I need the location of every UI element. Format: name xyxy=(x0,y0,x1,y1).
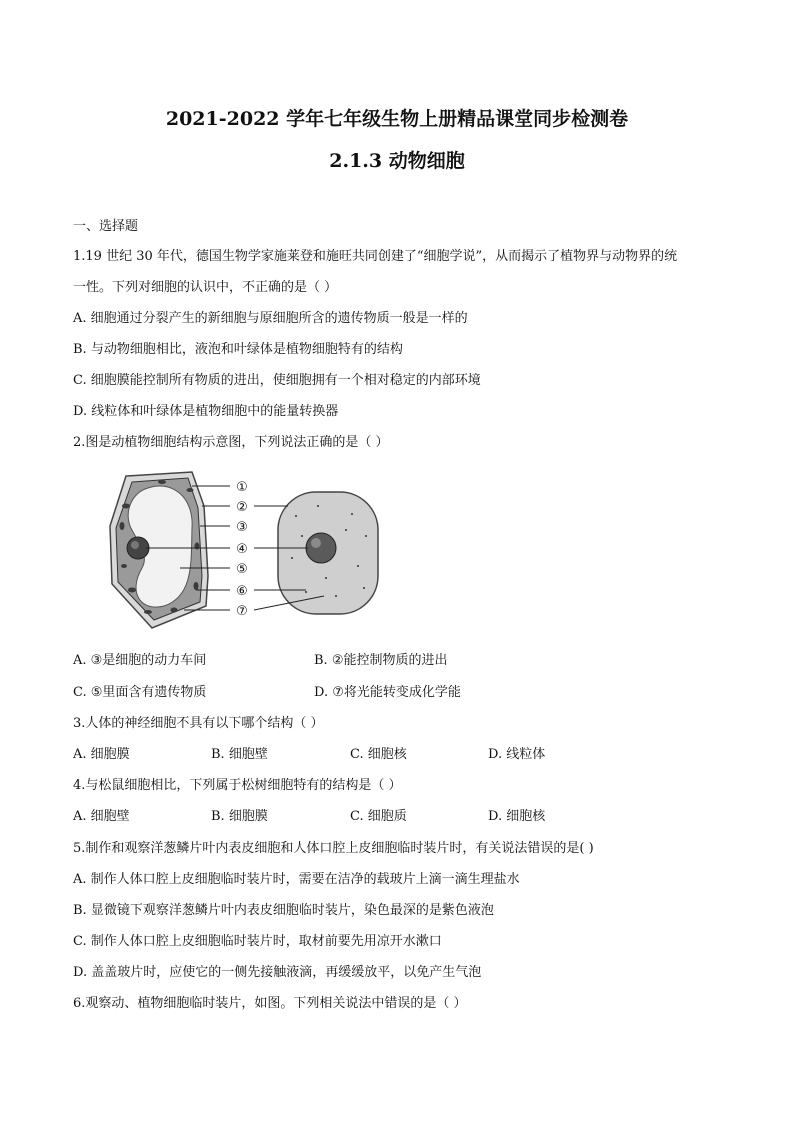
q2-stem: 2.图是动植物细胞结构示意图，下列说法正确的是（ ） xyxy=(73,435,389,450)
q5-option-d: D. 盖盖玻片时，应使它的一侧先接触液滴，再缓缓放平，以免产生气泡 xyxy=(73,965,482,980)
cell-structure-figure xyxy=(96,466,386,636)
q5-stem: 5.制作和观察洋葱鳞片叶内表皮细胞和人体口腔上皮细胞临时装片时，有关说法错误的是( ) xyxy=(73,841,594,856)
q4-option-a: A. 细胞壁 xyxy=(73,809,130,824)
q4-option-b: B. 细胞膜 xyxy=(211,809,268,824)
q6-stem: 6.观察动、植物细胞临时装片，如图。下列相关说法中错误的是（ ） xyxy=(73,996,467,1011)
animal-nucleus xyxy=(306,533,336,563)
figure-label-1: ① xyxy=(236,480,248,495)
plant-nucleus xyxy=(127,537,149,559)
q1-option-b: B. 与动物细胞相比，液泡和叶绿体是植物细胞特有的结构 xyxy=(73,342,403,357)
q4-option-d: D. 细胞核 xyxy=(488,809,546,824)
page-title: 2021-2022 学年七年级生物上册精品课堂同步检测卷 xyxy=(165,108,629,130)
q1-stem-line2: 一性。下列对细胞的认识中，不正确的是（ ） xyxy=(73,280,338,295)
figure-label-2: ② xyxy=(236,500,248,515)
figure-label-5: ⑤ xyxy=(236,562,248,577)
figure-label-6: ⑥ xyxy=(236,584,248,599)
q5-option-a: A. 制作人体口腔上皮细胞临时装片时，需要在洁净的载玻片上滴一滴生理盐水 xyxy=(73,872,520,887)
q2-option-d: D. ⑦将光能转变成化学能 xyxy=(314,685,461,700)
q5-option-c: C. 制作人体口腔上皮细胞临时装片时，取材前要先用凉开水漱口 xyxy=(73,934,442,949)
figure-label-3: ③ xyxy=(236,520,248,535)
q4-stem: 4.与松鼠细胞相比，下列属于松树细胞特有的结构是（ ） xyxy=(73,778,402,793)
q5-option-b: B. 显微镜下观察洋葱鳞片叶内表皮细胞临时装片，染色最深的是紫色液泡 xyxy=(73,903,494,918)
q3-stem: 3.人体的神经细胞不具有以下哪个结构（ ） xyxy=(73,716,324,731)
page-subtitle: 2.1.3 动物细胞 xyxy=(329,150,465,172)
q1-option-d: D. 线粒体和叶绿体是植物细胞中的能量转换器 xyxy=(73,404,339,419)
section-heading: 一、选择题 xyxy=(73,219,139,234)
q3-option-b: B. 细胞壁 xyxy=(211,747,268,762)
q2-option-a: A. ③是细胞的动力车间 xyxy=(73,653,207,668)
figure-label-7: ⑦ xyxy=(236,604,248,619)
q2-option-b: B. ②能控制物质的进出 xyxy=(314,653,448,668)
q3-option-c: C. 细胞核 xyxy=(350,747,407,762)
figure-label-4: ④ xyxy=(236,542,248,557)
q1-stem-line1: 1.19 世纪 30 年代，德国生物学家施莱登和施旺共同创建了“细胞学说”，从而揭示了植物界与动物界的统 xyxy=(73,249,678,264)
q3-option-a: A. 细胞膜 xyxy=(73,747,130,762)
q1-option-a: A. 细胞通过分裂产生的新细胞与原细胞所含的遗传物质一般是一样的 xyxy=(73,311,468,326)
q4-option-c: C. 细胞质 xyxy=(350,809,407,824)
q1-option-c: C. 细胞膜能控制所有物质的进出，使细胞拥有一个相对稳定的内部环境 xyxy=(73,373,481,388)
q2-option-c: C. ⑤里面含有遗传物质 xyxy=(73,685,207,700)
q3-option-d: D. 线粒体 xyxy=(488,747,546,762)
